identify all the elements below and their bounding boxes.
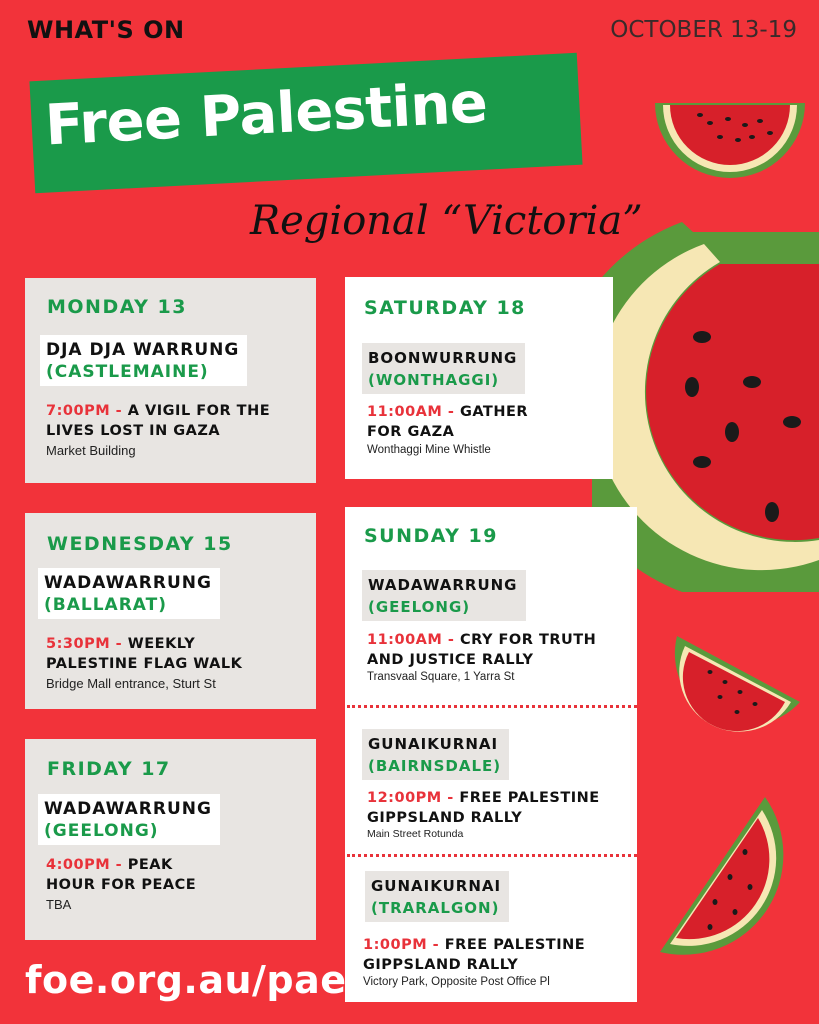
event-description (46, 855, 196, 895)
whats-on-heading: WHAT'S ON (27, 16, 185, 44)
place-name: (GEELONG) (44, 821, 159, 841)
place-name: (BALLARAT) (44, 595, 167, 615)
subtitle: Regional “Victoria” (250, 198, 643, 244)
day-label-monday: MONDAY 13 (47, 296, 187, 318)
event-title-line2: LIVES LOST IN GAZA (46, 423, 221, 439)
event-title-line2: HOUR FOR PEACE (46, 877, 197, 893)
place-name: (WONTHAGGI) (368, 371, 500, 389)
event-title-line2: AND JUSTICE RALLY (367, 652, 534, 668)
event-location: Wonthaggi Mine Whistle (367, 444, 491, 456)
event-time: 11:00AM - (367, 632, 455, 648)
event-location: Victory Park, Opposite Post Office Pl (363, 976, 550, 988)
nation-name: DJA DJA WARRUNG (46, 340, 240, 360)
event-title-line2: GIPPSLAND RALLY (367, 810, 523, 826)
event-title-line2: FOR GAZA (367, 424, 455, 440)
nation-name: GUNAIKURNAI (368, 735, 499, 753)
day-label-friday: FRIDAY 17 (47, 758, 171, 780)
nation-label-box (362, 729, 509, 780)
event-title-line1: WEEKLY (127, 636, 196, 652)
event-description (367, 788, 600, 828)
nation-name: WADAWARRUNG (44, 799, 212, 819)
event-title-line1: A VIGIL FOR THE (127, 403, 271, 419)
event-time: 7:00PM - (46, 403, 123, 419)
page-title: Free Palestine (43, 70, 489, 159)
event-time: 5:30PM - (46, 636, 123, 652)
date-range: OCTOBER 13-19 (610, 17, 797, 43)
nation-label-box (38, 794, 220, 845)
event-time: 4:00PM - (46, 857, 123, 873)
day-label-sunday: SUNDAY 19 (364, 525, 498, 547)
day-label-saturday: SATURDAY 18 (364, 297, 526, 319)
event-description (46, 634, 242, 674)
event-description (367, 402, 528, 442)
event-time: 12:00PM - (367, 790, 454, 806)
watermelon-slice-mid-icon (665, 632, 805, 740)
nation-label-box (362, 570, 526, 621)
event-title-line1: FREE PALESTINE (459, 790, 600, 806)
nation-name: WADAWARRUNG (44, 573, 212, 593)
event-description (46, 401, 270, 441)
place-name: (TRARALGON) (371, 899, 500, 917)
event-location: Bridge Mall entrance, Sturt St (46, 676, 216, 691)
nation-label-box (365, 871, 509, 922)
event-description (363, 935, 585, 975)
nation-name: WADAWARRUNG (368, 576, 518, 594)
event-title-line1: FREE PALESTINE (444, 937, 586, 953)
place-name: (BAIRNSDALE) (368, 757, 502, 775)
place-name: (CASTLEMAINE) (46, 362, 209, 382)
event-title-line1: PEAK (127, 857, 173, 873)
event-title-line1: GATHER (459, 404, 529, 420)
nation-name: BOONWURRUNG (368, 349, 518, 367)
place-name: (GEELONG) (368, 598, 471, 616)
nation-label-box (362, 343, 525, 394)
event-title-line2: GIPPSLAND RALLY (363, 957, 519, 973)
nation-label-box (38, 568, 220, 619)
day-label-wednesday: WEDNESDAY 15 (47, 533, 233, 555)
nation-label-box (40, 335, 247, 386)
event-divider (347, 705, 637, 708)
watermelon-slice-top-icon (650, 95, 810, 185)
event-divider (347, 854, 637, 857)
watermelon-slice-bottom-icon (650, 792, 795, 972)
event-title-line2: PALESTINE FLAG WALK (46, 656, 243, 672)
event-time: 11:00AM - (367, 404, 455, 420)
event-location: Transvaal Square, 1 Yarra St (367, 671, 515, 683)
event-location: Main Street Rotunda (367, 828, 464, 840)
event-location: TBA (46, 897, 72, 912)
event-description (367, 630, 596, 670)
event-location: Market Building (46, 443, 136, 458)
website-link[interactable]: foe.org.au/pae (25, 958, 347, 1002)
nation-name: GUNAIKURNAI (371, 877, 502, 895)
event-title-line1: CRY FOR TRUTH (459, 632, 597, 648)
event-time: 1:00PM - (363, 937, 440, 953)
